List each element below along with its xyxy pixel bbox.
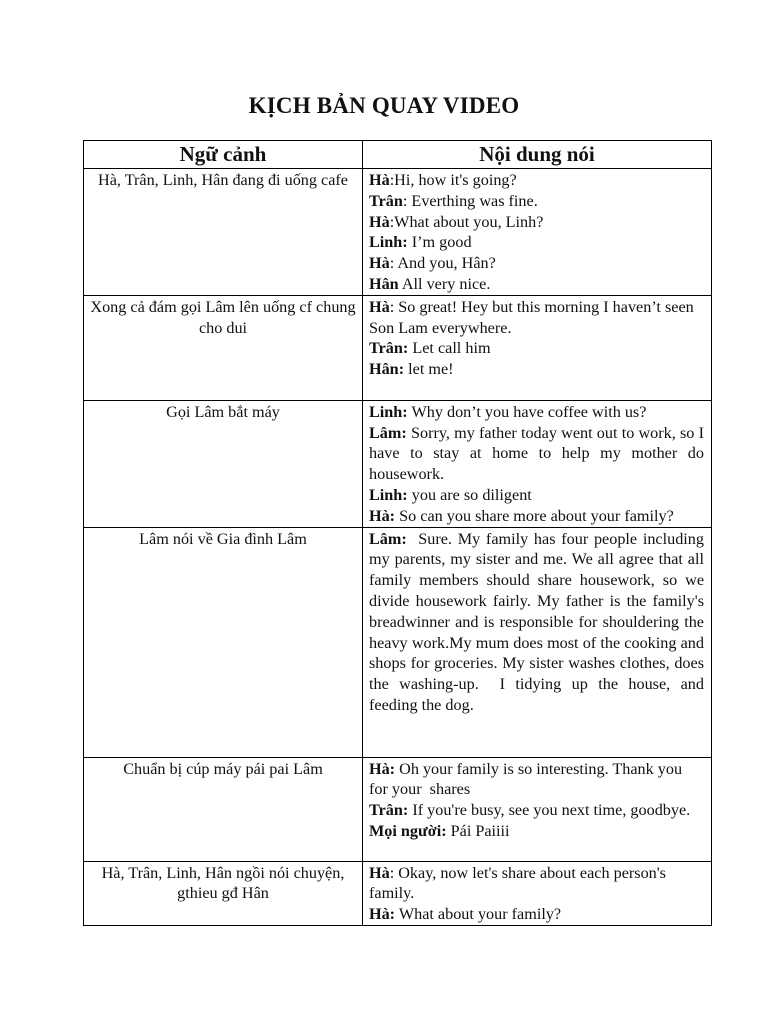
speaker-label: Hà: [369, 212, 390, 231]
context-cell: Hà, Trân, Linh, Hân ngồi nói chuyện, gthieu gđ Hân: [84, 861, 363, 925]
dialogue-line: [369, 170, 704, 191]
table-row: [84, 861, 712, 925]
speaker-label: Hà: [369, 254, 390, 273]
dialogue-line: [369, 402, 704, 423]
dialogue-text: : Okay, now let's share about each person's family.: [369, 863, 666, 903]
dialogue-line: [369, 253, 704, 274]
dialogue-text: : And you, Hân?: [389, 254, 496, 273]
speaker-label: Hân:: [369, 360, 405, 379]
dialogue-line: [369, 359, 704, 380]
dialogue-line: [369, 191, 704, 212]
dialogue-cell: [363, 295, 712, 400]
speaker-label: Linh:: [369, 402, 408, 421]
speaker-label: Linh:: [369, 233, 408, 252]
table-row: [84, 400, 712, 527]
dialogue-cell: [363, 757, 712, 861]
dialogue-text: Sure. My family has four people including my parents, my sister and me. We all agree that all family members should share housework, so we divide housework fairly. My father is the family's breadwinner and is responsible for shouldering the heavy work.My mum does most of the cooking and shops for groceries. My sister washes clothes, does the washing-up. I tidying up the house, and feeding the dog.: [369, 529, 709, 714]
dialogue-cell: [363, 400, 712, 527]
dialogue-text: :Hi, how it's going?: [389, 171, 517, 189]
dialogue-line: [369, 506, 704, 527]
speaker-label: Hà:: [369, 506, 396, 525]
dialogue-text: :What about you, Linh?: [389, 212, 544, 231]
dialogue-text: What about your family?: [395, 905, 562, 924]
dialogue-line: [369, 800, 704, 821]
dialogue-line: [369, 904, 704, 925]
speaker-label: Hà: [369, 297, 390, 316]
dialogue-line: [369, 212, 704, 233]
dialogue-line: [369, 423, 704, 485]
speaker-label: Mọi người:: [369, 821, 447, 840]
dialogue-line: [369, 821, 704, 842]
table-row: [84, 527, 712, 757]
speaker-label: Lâm:: [369, 529, 407, 548]
table-row: [84, 295, 712, 400]
dialogue-text: So can you share more about your family?: [395, 506, 674, 525]
context-cell: Hà, Trân, Linh, Hân đang đi uống cafe: [84, 169, 363, 296]
speaker-label: Linh:: [369, 485, 408, 504]
speaker-label: Hà:: [369, 759, 396, 778]
dialogue-line: [369, 232, 704, 253]
dialogue-text: Sorry, my father today went out to work, so I have to stay at home to help my mother do housework.: [369, 423, 704, 484]
dialogue-line: [369, 485, 704, 506]
dialogue-text: Oh your family is so interesting. Thank you for your shares: [369, 759, 687, 799]
dialogue-text: I’m good: [407, 233, 472, 252]
dialogue-text: If you're busy, see you next time, goodbye.: [408, 801, 691, 820]
dialogue-line: [369, 759, 704, 801]
dialogue-text: : So great! Hey but this morning I haven’t seen Son Lam everywhere.: [369, 297, 694, 337]
script-table: [83, 140, 712, 926]
speaker-label: Hà:: [369, 905, 396, 924]
speaker-label: Trân:: [369, 801, 409, 820]
dialogue-text: let me!: [404, 360, 454, 379]
speaker-label: Hà: [369, 171, 390, 189]
dialogue-line: [369, 529, 709, 716]
dialogue-cell: [363, 169, 712, 296]
context-cell: Xong cả đám gọi Lâm lên uống cf chung cho dui: [84, 295, 363, 400]
context-cell: Lâm nói về Gia đình Lâm: [84, 527, 363, 757]
dialogue-text: Let call him: [408, 339, 491, 358]
dialogue-line: [369, 863, 704, 905]
header-row: [84, 141, 712, 169]
context-cell: Chuẩn bị cúp máy pái pai Lâm: [84, 757, 363, 861]
header-context: Ngữ cảnh: [84, 141, 363, 169]
dialogue-text: Why don’t you have coffee with us?: [407, 402, 647, 421]
context-cell: Gọi Lâm bắt máy: [84, 400, 363, 527]
speaker-label: Hà: [369, 863, 390, 882]
table-row: [84, 757, 712, 861]
dialogue-text: you are so diligent: [407, 485, 532, 504]
speaker-label: Lâm:: [369, 423, 407, 442]
header-content: Nội dung nói: [363, 141, 712, 169]
dialogue-cell: [363, 861, 712, 925]
dialogue-text: : Everthing was fine.: [402, 191, 538, 210]
dialogue-line: [369, 274, 704, 295]
page-title: KỊCH BẢN QUAY VIDEO: [248, 93, 520, 118]
dialogue-line: [369, 297, 704, 339]
dialogue-text: Pái Paiiii: [446, 821, 510, 840]
table-row: [84, 169, 712, 296]
dialogue-cell: [363, 527, 712, 757]
speaker-label: Trân: [369, 191, 403, 210]
dialogue-text: All very nice.: [398, 274, 491, 293]
speaker-label: Hân: [369, 274, 399, 293]
dialogue-line: [369, 338, 704, 359]
speaker-label: Trân:: [369, 339, 409, 358]
